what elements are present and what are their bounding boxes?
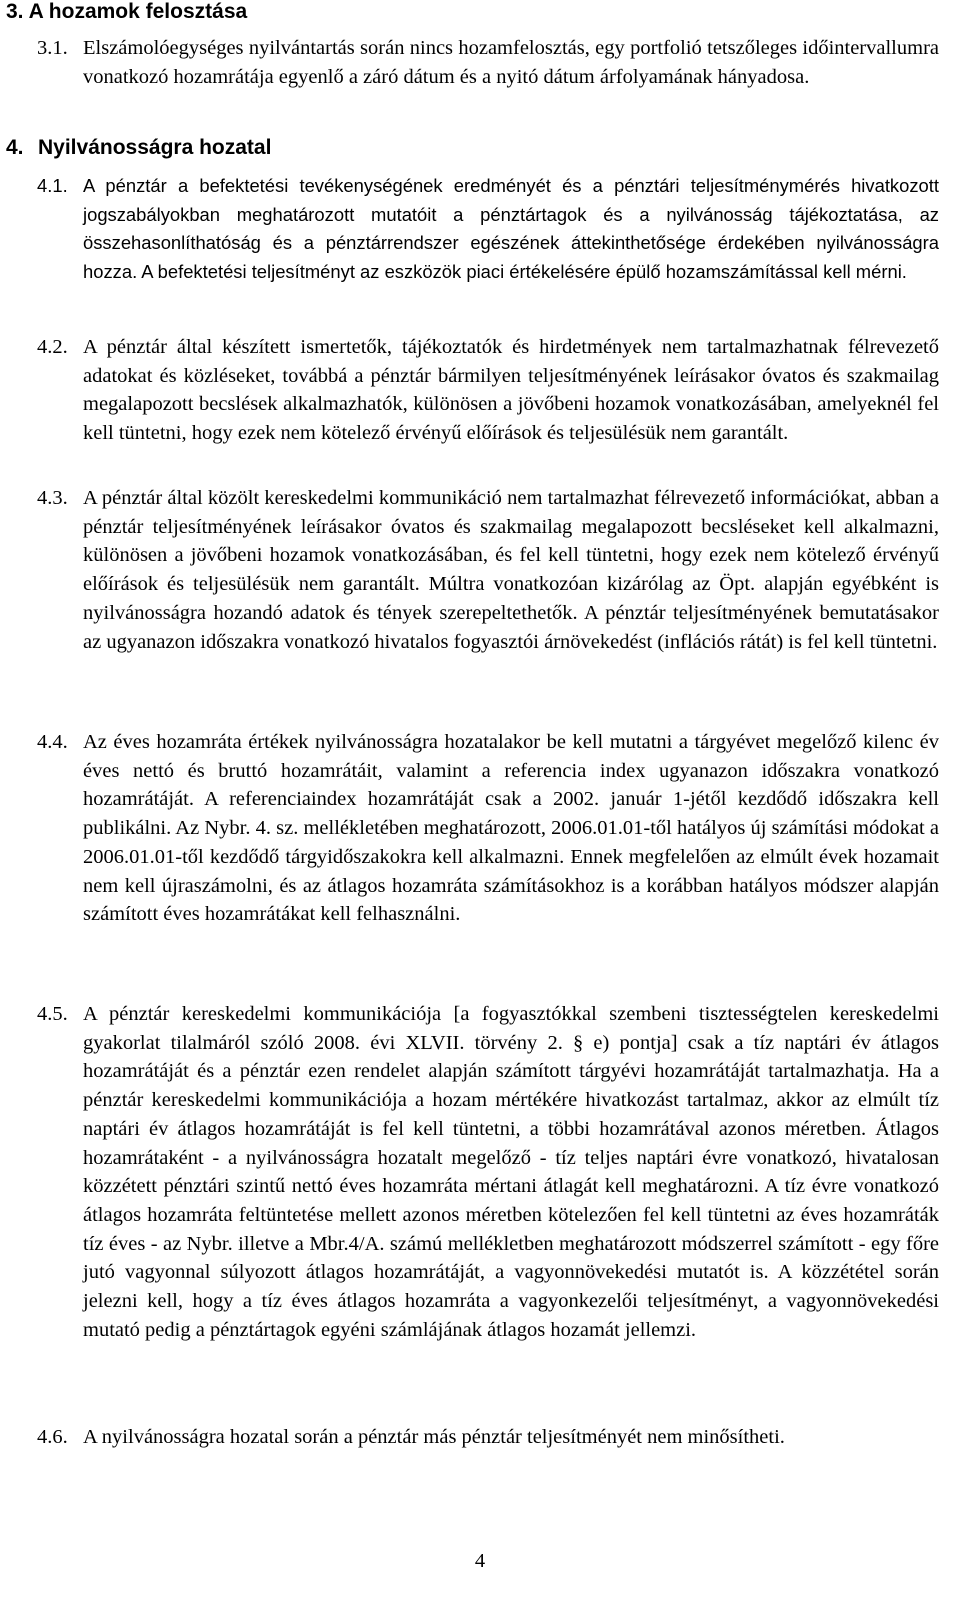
paragraph-text: Elszámolóegységes nyilvántartás során nincs hozamfelosztás, egy portfolió tetszőleges időintervallumra vonatkozó hozamrátája egyenlő a záró dátum és a nyitó dátum árfolyamának hányadosa. <box>83 37 939 88</box>
paragraph-text: A nyilvánosságra hozatal során a pénztár más pénztár teljesítményét nem minősítheti. <box>83 1426 785 1448</box>
paragraph-number: 4.6. <box>37 1426 68 1448</box>
paragraph-text: A pénztár által közölt kereskedelmi kommunikáció nem tartalmazhat félrevezető információkat, abban a pénztár teljesítményének leírásakor óvatos és szakmailag megalapozott becsléseket kell alkalmazni, különösen a jövőbeni hozamok vonatkozásában, és fel kell tüntetni, hogy ezek nem kötelező érvényű előírások és teljesülésük nem garantált. Múltra vonatkozóan kizárólag az Öpt. alapján egyébként is nyilvánosságra hozandó adatok és tények szerepeltethetők. A pénztár teljesítményének bemutatásakor az ugyanazon időszakra vonatkozó hivatalos fogyasztói árnövekedést (inflációs rátát) is fel kell tüntetni. <box>83 487 939 653</box>
paragraph-number: 4.1. <box>37 175 68 196</box>
section-4-heading <box>6 134 271 162</box>
paragraph-text: A pénztár által készített ismertetők, tájékoztatók és hirdetmények nem tartalmazhatnak félrevezető adatokat és közléseket, továbbá a pénztár bármilyen teljesítményének leírásakor óvatos és szakmailag megalapozott becslések alkalmazhatók, különösen a jövőbeni hozamok vonatkozásában, amelyeknél fel kell tüntetni, hogy ezek nem kötelező érvényű előírások és teljesülésük nem garantált. <box>83 336 939 445</box>
paragraph-number: 4.2. <box>37 336 68 358</box>
paragraph-text: Az éves hozamráta értékek nyilvánosságra hozatalakor be kell mutatni a tárgyévet megelőző kilenc év éves nettó és bruttó hozamrátáit, valamint a referencia index ugyanazon időszakra vonatkozó hozamrátáját. A referenciaindex hozamrátáját csak a 2002. január 1-jétől kezdődő időszakra kell publikálni. Az Nybr. 4. sz. mellékletében meghatározott, 2006.01.01-től hatályos új számítási módokat a 2006.01.01-től kezdődő tárgyidőszakokra kell alkalmazni. Ennek megfelelően az elmúlt évek hozamait nem kell újraszámolni, és az átlagos hozamráta számításokhoz is a korábban hatályos módszer alapján számított éves hozamrátákat kell felhasználni. <box>83 731 939 926</box>
paragraph-number: 4.3. <box>37 487 68 509</box>
paragraph-text: A pénztár kereskedelmi kommunikációja [a fogyasztókkal szembeni tisztességtelen kereskedelmi gyakorlat tilalmáról szóló 2008. évi XLVII. törvény 2. § e) pontja] csak a tíz naptári év átlagos hozamrátáját és a pénztár ezen rendelet alapján számított tárgyévi hozamrátáját tartalmazhatja. Ha a pénztár kereskedelmi kommunikációja a hozam mértékére hivatkozást tartalmaz, akkor az elmúlt tíz naptári év átlagos hozamrátáját is fel kell tüntetni, a többi hozamrátával azonos méretben. Átlagos hozamrátaként - a nyilvánosságra hozatalt megelőző - tíz teljes naptári évre vonatkozó, hivatalosan közzétett pénztári szintű nettó éves hozamráta mértani átlagát kell meghatározni. A tíz évre vonatkozó átlagos hozamráta feltüntetése mellett azonos méretben kötelezően fel kell tüntetni az éves hozamráták tíz éves - az Nybr. illetve a Mbr.4/A. számú mellékletben meghatározott módszerrel számított - egy főre jutó vagyonnal súlyozott átlagos hozamrátáját, a vagyonnövekedési mutatót is. A közzététel során jelezni kell, hogy a tíz éves átlagos hozamráta a vagyonkezelői teljesítményt, a vagyonnövekedési mutató pedig a pénztártagok egyéni számlájának átlagos hozamát jellemzi. <box>83 1003 939 1341</box>
paragraph-number: 3.1. <box>37 37 68 59</box>
page-number: 4 <box>474 1550 486 1572</box>
paragraph-number: 4.5. <box>37 1003 68 1025</box>
paragraph-number: 4.4. <box>37 731 68 753</box>
paragraph-text: A pénztár a befektetési tevékenységének eredményét és a pénztári teljesítménymérés hivatkozott jogszabályokban meghatározott mutatóit a pénztártagok és a nyilvánosság tájékoztatása, az összehasonlíthatóság és a pénztárrendszer egészének áttekinthetősége érdekében nyilvánosságra hozza. A befektetési teljesítményt az eszközök piaci értékelésére épülő hozamszámítással kell mérni. <box>83 175 939 283</box>
section-title: Nyilvánosságra hozatal <box>38 136 272 159</box>
section-number: 4. <box>6 136 24 159</box>
section-3-heading: 3. A hozamok felosztása <box>6 0 248 23</box>
